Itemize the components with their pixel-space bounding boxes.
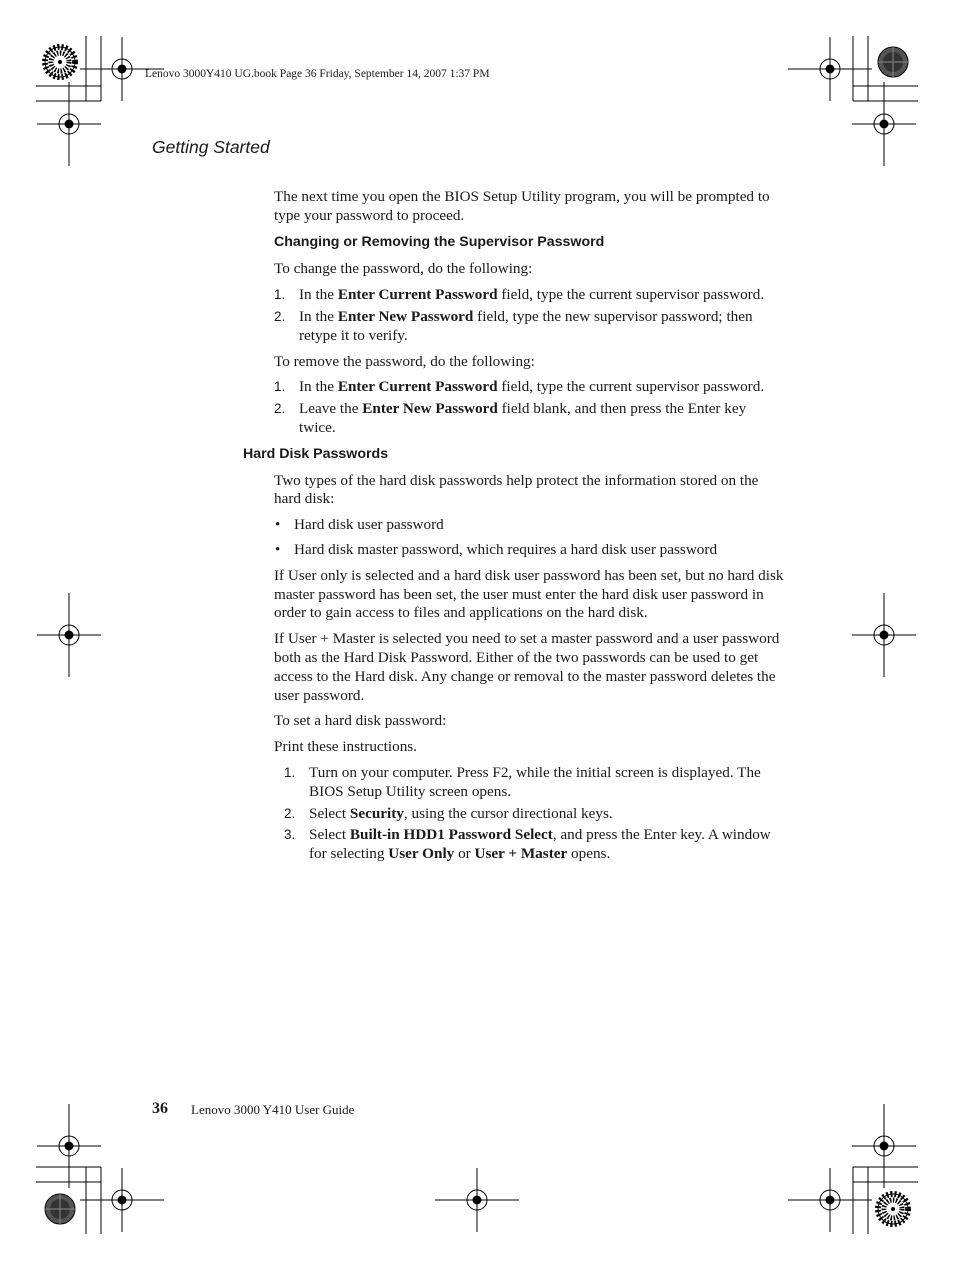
step-number: 2. — [274, 401, 286, 417]
step-text: Select — [309, 804, 350, 822]
bullet: • — [275, 516, 281, 534]
list-item — [274, 805, 786, 824]
book-slug: Lenovo 3000Y410 UG.book Page 36 Friday, September 14, 2007 1:37 PM — [145, 68, 490, 80]
step-text: field, type the new supervisor password; then retype it to verify. — [299, 307, 753, 344]
hdd-bullets — [274, 516, 786, 560]
step-text: In the — [299, 378, 338, 396]
step-text: Select — [309, 826, 350, 844]
list-item — [274, 541, 786, 560]
remove-steps — [274, 378, 786, 437]
step-number: 3. — [284, 827, 296, 843]
bullet: • — [275, 540, 281, 558]
step-text: field, type the current supervisor password. — [497, 286, 765, 304]
user-only-paragraph: If User only is selected and a hard disk user password has been set, but no hard disk master password has been set, the user must enter the hard disk user password in order to gain access to files and applications on the hard disk. — [274, 566, 784, 622]
list-item — [274, 308, 786, 346]
set-intro: To set a hard disk password: — [274, 712, 447, 730]
running-title: Getting Started — [152, 137, 270, 157]
step-text: , using the cursor directional keys. — [403, 804, 613, 822]
list-item — [274, 516, 786, 535]
step-number: 1. — [274, 287, 286, 303]
field-name: Enter New Password — [337, 307, 474, 325]
list-item — [274, 378, 786, 397]
step-number: 1. — [284, 764, 296, 780]
footer-title: Lenovo 3000 Y410 User Guide — [191, 1102, 355, 1117]
supervisor-heading: Changing or Removing the Supervisor Password — [274, 233, 605, 250]
page-number: 36 — [152, 1100, 168, 1117]
step-number: 1. — [274, 379, 286, 395]
page-body — [243, 188, 786, 871]
user-master-paragraph: If User + Master is selected you need to set a master password and a user password both as the Hard Disk Password. Either of the two passwords can be used to get access to the Hard disk. Any change or removal to the master password deletes the user password. — [274, 630, 780, 704]
print-note: Print these instructions. — [274, 738, 418, 756]
list-item — [274, 826, 786, 864]
step-number: 2. — [284, 805, 296, 821]
field-name: Enter New Password — [362, 400, 498, 418]
field-name: Enter Current Password — [337, 378, 498, 396]
menu-name: Security — [349, 804, 404, 822]
option-name: User + Master — [474, 845, 568, 863]
step-text: field blank, and then press the Enter key twice. — [299, 400, 747, 436]
field-name: Enter Current Password — [337, 286, 498, 304]
remove-intro: To remove the password, do the following: — [274, 352, 535, 370]
step-text: field, type the current supervisor password. — [497, 378, 765, 396]
step-text: Turn on your computer. Press F2, while the initial screen is displayed. The BIOS Setup Utility screen opens. — [309, 763, 761, 800]
hdd-intro: Two types of the hard disk passwords help protect the information stored on the hard disk: — [274, 471, 759, 508]
option-name: User Only — [388, 845, 455, 863]
change-intro: To change the password, do the following: — [274, 260, 533, 278]
intro-paragraph: The next time you open the BIOS Setup Utility program, you will be prompted to type your password to proceed. — [274, 188, 770, 224]
step-text: In the — [299, 307, 338, 325]
step-text: or — [454, 845, 475, 863]
step-text: In the — [299, 286, 338, 304]
step-text: Leave the — [299, 400, 363, 418]
step-text: opens. — [567, 845, 611, 863]
list-item — [274, 400, 786, 438]
menu-name: Built-in HDD1 Password Select — [349, 826, 553, 844]
step-number: 2. — [274, 308, 286, 324]
step-text: , and press the Enter key. A window for selecting — [309, 826, 771, 863]
bullet-text: Hard disk user password — [294, 516, 444, 534]
change-steps — [274, 286, 786, 345]
list-item — [274, 286, 786, 305]
list-item — [274, 764, 786, 802]
hdd-heading: Hard Disk Passwords — [243, 445, 389, 462]
bullet-text: Hard disk master password, which requires a hard disk user password — [294, 540, 718, 558]
hdd-steps — [274, 764, 786, 864]
